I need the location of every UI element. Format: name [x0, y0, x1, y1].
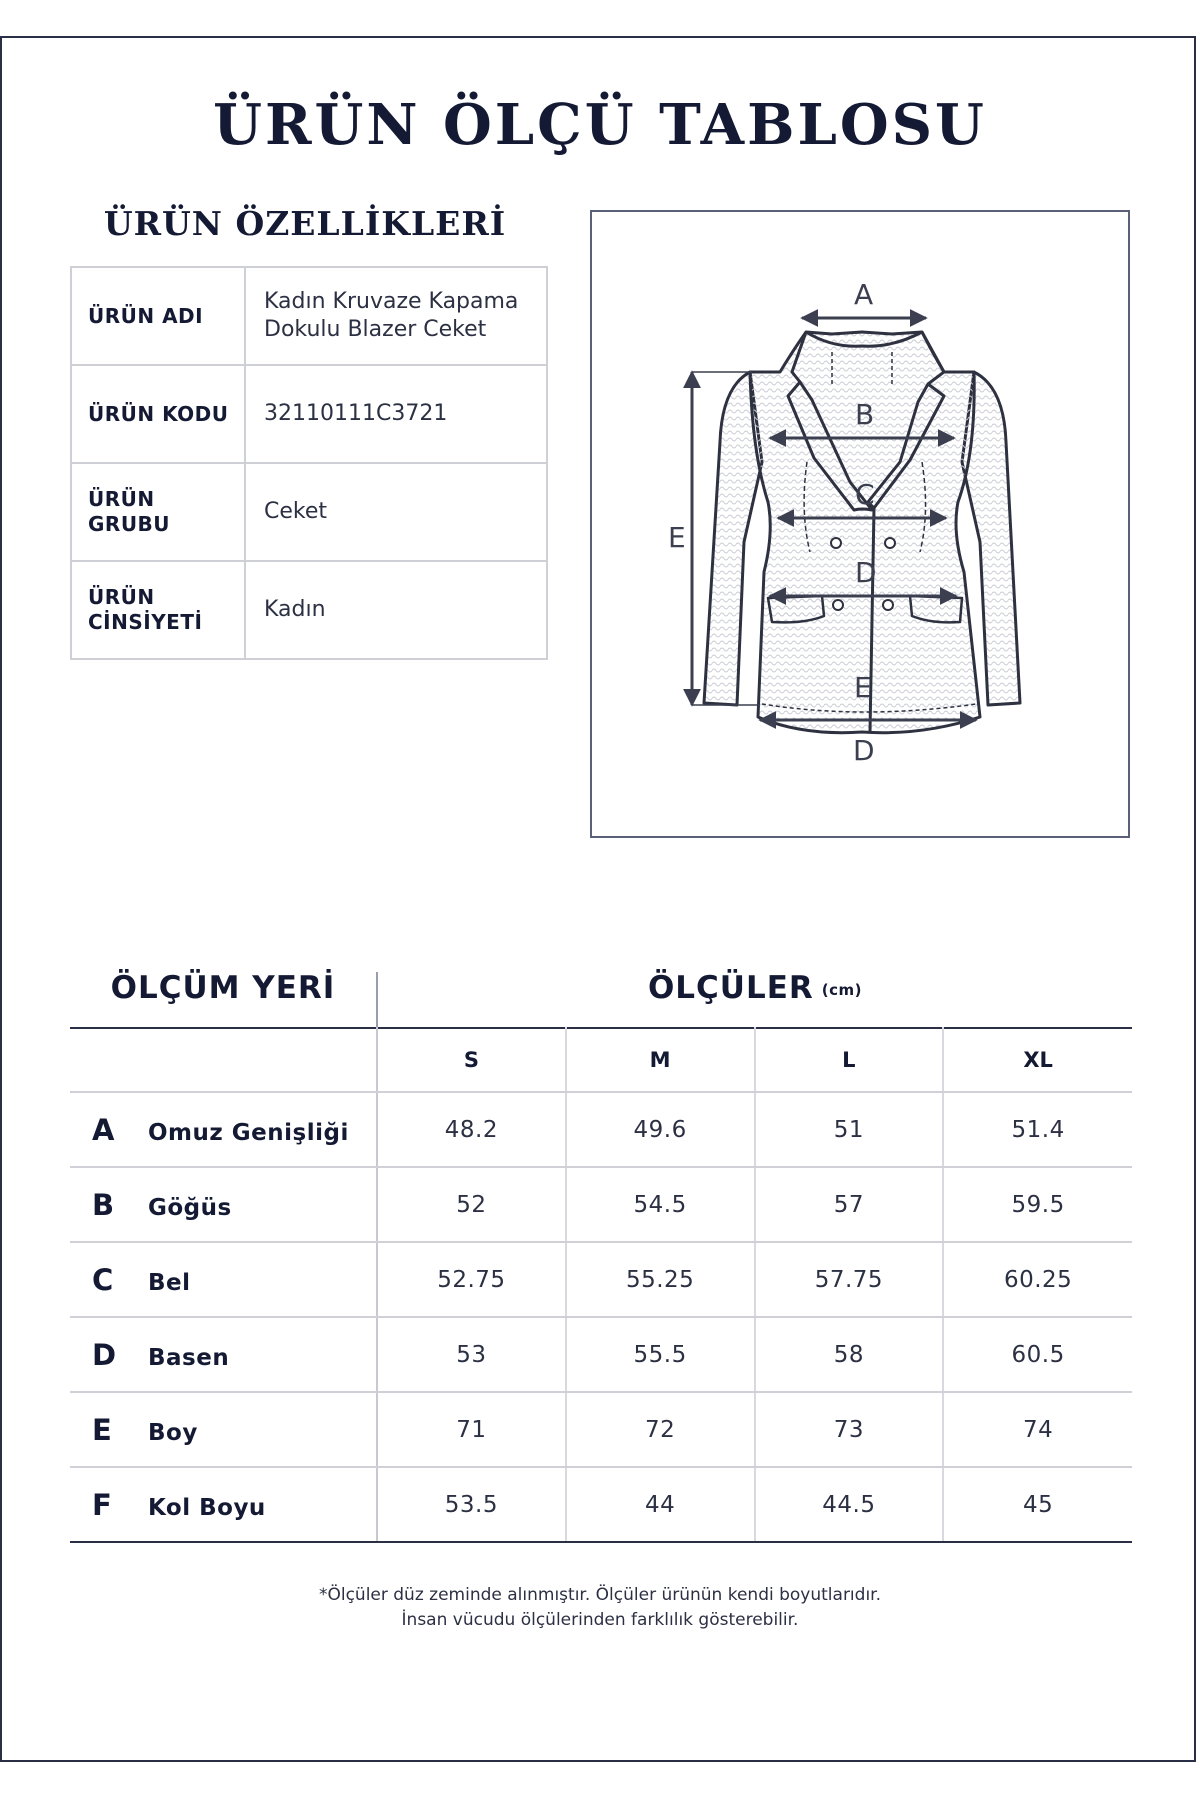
- button-icon: [831, 538, 841, 548]
- measurement-value: 60.25: [943, 1242, 1132, 1317]
- measurement-value: 51: [755, 1092, 944, 1167]
- feature-value: 32110111C3721: [245, 365, 547, 463]
- measurement-value: 49.6: [566, 1092, 755, 1167]
- feature-key: ÜRÜN GRUBU: [71, 463, 245, 561]
- measurement-label-cell: [70, 1242, 377, 1317]
- feature-value: Kadın: [245, 561, 547, 659]
- measurement-value: 58: [755, 1317, 944, 1392]
- measurement-value: 54.5: [566, 1167, 755, 1242]
- label-e-side: E: [668, 521, 686, 554]
- measurement-name: Omuz Genişliği: [148, 1119, 349, 1146]
- measurement-value: 52: [377, 1167, 566, 1242]
- measurement-letter: B: [92, 1187, 115, 1222]
- measurement-value: 44: [566, 1467, 755, 1542]
- measurement-value: 53.5: [377, 1467, 566, 1542]
- size-row: [70, 1092, 1132, 1167]
- label-a: A: [854, 278, 874, 311]
- measurement-value: 59.5: [943, 1167, 1132, 1242]
- features-heading: ÜRÜN ÖZELLİKLERİ: [103, 204, 507, 243]
- measurement-name: Göğüs: [148, 1194, 232, 1221]
- size-header-row: [70, 1028, 1132, 1092]
- page-title: ÜRÜN ÖLÇÜ TABLOSU: [213, 92, 987, 158]
- measurement-value: 53: [377, 1317, 566, 1392]
- measurement-value: 48.2: [377, 1092, 566, 1167]
- measurement-location-header: ÖLÇÜM YERİ: [110, 970, 336, 1006]
- measurement-value: 55.25: [566, 1242, 755, 1317]
- measurement-letter: E: [92, 1412, 112, 1447]
- right-pocket-flap: [910, 596, 962, 622]
- feature-row: [71, 463, 547, 561]
- measurement-value: 57: [755, 1167, 944, 1242]
- unit-label: (cm): [821, 980, 863, 999]
- size-row: [70, 1167, 1132, 1242]
- feature-value: Kadın Kruvaze Kapama Dokulu Blazer Ceket: [245, 267, 547, 365]
- features-table: [70, 266, 548, 660]
- measurement-value: 72: [566, 1392, 755, 1467]
- size-row: [70, 1242, 1132, 1317]
- feature-value: Ceket: [245, 463, 547, 561]
- measurement-letter: F: [92, 1487, 112, 1522]
- label-d-top: D: [855, 556, 877, 589]
- measurement-label-cell: [70, 1392, 377, 1467]
- measurement-name: Basen: [148, 1344, 230, 1371]
- measurement-name: Boy: [148, 1419, 198, 1446]
- label-c: C: [855, 478, 875, 511]
- measurement-value: 51.4: [943, 1092, 1132, 1167]
- feature-key: ÜRÜN KODU: [71, 365, 245, 463]
- measurement-value: 74: [943, 1392, 1132, 1467]
- measurement-value: 44.5: [755, 1467, 944, 1542]
- measurement-label-cell: [70, 1317, 377, 1392]
- label-b: B: [855, 398, 875, 431]
- measurement-name: Bel: [148, 1269, 191, 1296]
- measurement-value: 52.75: [377, 1242, 566, 1317]
- left-pocket-flap: [768, 596, 824, 622]
- measurement-diagram: [590, 210, 1130, 838]
- blazer-illustration: [592, 212, 1128, 836]
- footnote-line-2: İnsan vücudu ölçülerinden farklılık gösterebilir.: [401, 1610, 799, 1630]
- measurement-name: Kol Boyu: [148, 1494, 266, 1521]
- measurement-letter: D: [92, 1337, 117, 1372]
- label-e-hem: E: [854, 671, 872, 704]
- size-column-header: XL: [943, 1028, 1132, 1092]
- measurement-value: 45: [943, 1467, 1132, 1542]
- size-row: [70, 1467, 1132, 1542]
- measurements-header-label: ÖLÇÜLER: [647, 970, 814, 1006]
- measurement-label-cell: [70, 1092, 377, 1167]
- measurements-header: [378, 970, 1132, 1006]
- measurement-label-cell: [70, 1167, 377, 1242]
- size-chart-table: [70, 1027, 1132, 1543]
- button-icon: [883, 600, 893, 610]
- size-column-header: S: [377, 1028, 566, 1092]
- size-row: [70, 1392, 1132, 1467]
- measurement-value: 73: [755, 1392, 944, 1467]
- button-icon: [885, 538, 895, 548]
- feature-row: [71, 365, 547, 463]
- measurement-value: 57.75: [755, 1242, 944, 1317]
- measurement-letter: C: [92, 1262, 114, 1297]
- feature-key: ÜRÜN CİNSİYETİ: [71, 561, 245, 659]
- button-icon: [833, 600, 843, 610]
- measurement-value: 60.5: [943, 1317, 1132, 1392]
- feature-key: ÜRÜN ADI: [71, 267, 245, 365]
- size-row: [70, 1317, 1132, 1392]
- blank-header-cell: [70, 1028, 377, 1092]
- size-column-header: M: [566, 1028, 755, 1092]
- footnote: [0, 1583, 1200, 1633]
- label-d-bottom: D: [853, 734, 875, 767]
- feature-row: [71, 267, 547, 365]
- measurement-label-cell: [70, 1467, 377, 1542]
- measurement-value: 55.5: [566, 1317, 755, 1392]
- feature-row: [71, 561, 547, 659]
- measurement-letter: A: [92, 1112, 115, 1147]
- measurement-value: 71: [377, 1392, 566, 1467]
- size-column-header: L: [755, 1028, 944, 1092]
- footnote-line-1: *Ölçüler düz zeminde alınmıştır. Ölçüler ürünün kendi boyutlarıdır.: [318, 1585, 882, 1605]
